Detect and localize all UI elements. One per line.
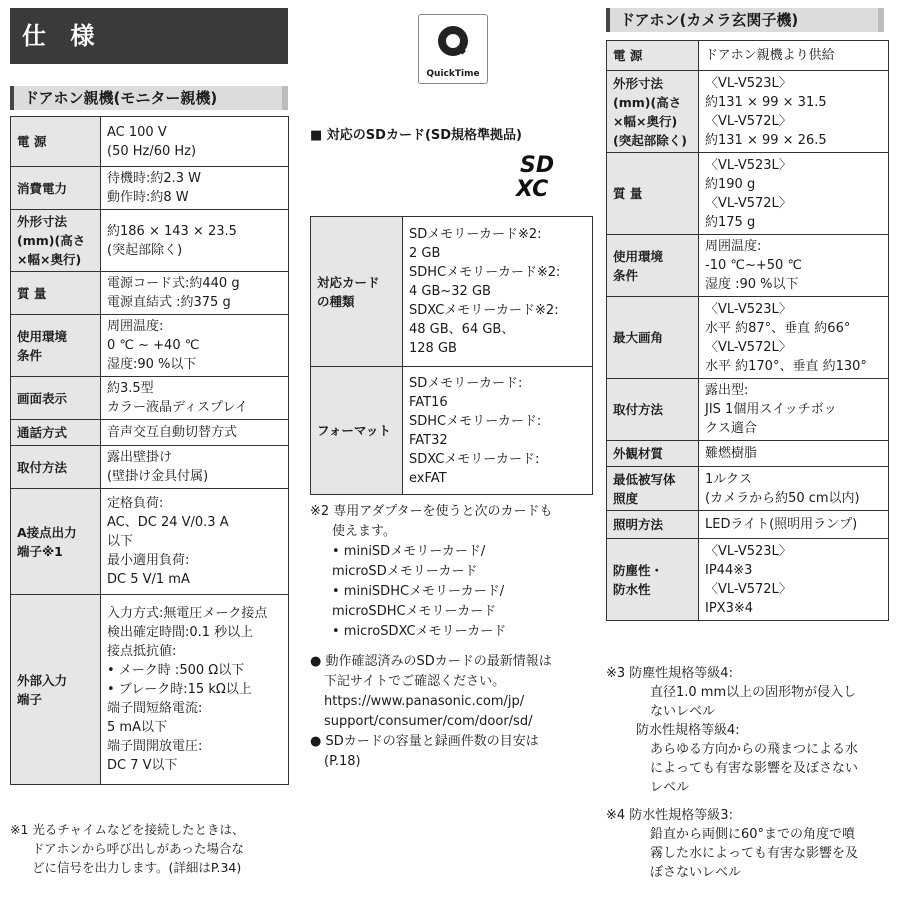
text-line: 最低被写体 [613,471,676,487]
spec-value [101,377,289,420]
text-line: JIS 1個用スイッチボッ [705,402,837,417]
text-line: 電 源 [613,48,643,63]
spec-value [699,467,889,511]
spec-row [11,117,289,167]
text-line: AC 100 V [107,124,167,140]
text-line: ×幅×奥行) [613,113,678,129]
spec-row [11,489,289,595]
text-line: 防塵性・ [613,562,664,578]
spec-row [11,210,289,272]
text-line: 5 mA以下 [107,720,167,735]
spec-value [699,235,889,297]
text-line: カラー液晶ディスプレイ [107,400,248,415]
text-line: (50 Hz/60 Hz) [107,143,197,159]
spec-label [607,297,699,379]
text-line: SDHCメモリーカード: [409,413,542,429]
text-line: 消費電力 [17,180,68,196]
note-line: ※2 専用アダプターを使うと次のカードも [310,504,553,519]
note-line: • miniSDHCメモリーカード/ [332,584,505,599]
section-heading-camera: ドアホン(カメラ玄関子機) [606,8,884,32]
text-line: (カメラから約50 cm以内) [705,490,860,506]
spec-label [11,167,101,210]
text-line: 0 ℃ ~ +40 ℃ [107,338,200,353]
text-line: 2 GB [409,246,441,261]
spec-label [607,153,699,235]
spec-label [311,367,403,495]
text-line: 定格負荷: [107,496,164,511]
text-line: 照度 [613,490,639,506]
note-line: レベル [650,780,690,795]
text-line: 取付方法 [613,402,664,417]
note-line: 防水性規格等級4: [636,723,740,738]
spec-label [607,441,699,467]
note-line: 使えます。 [332,524,396,539]
spec-value [699,297,889,379]
text-line: 以下 [107,534,134,549]
spec-row [11,272,289,315]
text-line: exFAT [409,470,447,486]
text-line: 照明方法 [613,517,664,532]
spec-label [607,467,699,511]
text-line: ×幅×奥行) [17,252,82,267]
spec-row [607,71,889,153]
text-line: -10 ℃~+50 ℃ [705,258,803,273]
spec-label [11,272,101,315]
text-line: 約3.5型 [107,381,154,396]
spec-label [607,41,699,71]
text-line: (突起部除く) [107,242,183,258]
note-line: 鉛直から両側に60°までの角度で噴 [650,827,856,842]
text-line: 対応カード [317,274,380,290]
text-line: 〈VL-V572L〉 [705,339,792,355]
text-line: 外部入力 [17,672,68,688]
spec-value [101,446,289,489]
spec-row [607,41,889,71]
note-line: によっても有害な影響を及ぼさない [650,761,859,776]
footnote-1 [10,820,288,877]
spec-value [699,71,889,153]
spec-value [101,420,289,446]
text-line: 防水性 [613,581,651,597]
spec-row [11,446,289,489]
text-line: 入力方式:無電圧メーク接点 [107,606,268,621]
spec-value [101,315,289,377]
text-line: 動作時:約8 W [107,190,189,205]
text-line: 〈VL-V523L〉 [705,543,792,559]
footnote-2 [310,502,592,642]
spec-value [699,511,889,539]
text-line: 接点抵抗値: [107,644,177,659]
text-line: SDHCメモリーカード※2: [409,265,561,280]
note-line: • microSDXCメモリーカード [332,624,507,639]
text-line: (mm)(高さ [17,233,86,248]
text-line: 端子間開放電圧: [107,739,203,754]
text-line: 画面表示 [17,390,68,406]
text-line: の種類 [317,293,355,309]
sd-info-notes [310,652,592,772]
text-line: 外形寸法 [613,75,664,91]
text-line: 水平 約170°、垂直 約130° [705,358,867,374]
camera-spec-table [606,40,889,621]
spec-label [607,71,699,153]
note-line: あらゆる方向からの飛まつによる水 [650,742,859,757]
spec-row [607,297,889,379]
text-line: FAT32 [409,432,448,448]
section-heading-monitor: ドアホン親機(モニター親機) [10,86,288,110]
text-line: 約186 × 143 × 23.5 [107,223,237,239]
text-line: 湿度 :90 %以下 [705,277,799,292]
text-line: SDメモリーカード※2: [409,227,542,242]
text-line: SDメモリーカード: [409,375,523,391]
spec-label [607,379,699,441]
quicktime-icon [419,15,487,67]
spec-label [11,117,101,167]
text-line: IPX3※4 [705,600,754,616]
text-line: 電源直結式 :約375 g [107,295,231,310]
note-line: microSDHCメモリーカード [332,604,497,619]
spec-value [101,167,289,210]
note-line: ないレベル [650,704,716,719]
spec-value [699,379,889,441]
text-line: SDXCメモリーカード※2: [409,303,559,318]
note-line: ※3 防塵性規格等級4: [606,666,733,681]
spec-row [607,441,889,467]
note-line: 直径1.0 mm以上の固形物が侵入し [650,685,857,700]
spec-label [607,539,699,621]
text-line: 端子 [17,691,43,707]
text-line: DC 7 V以下 [107,758,178,773]
text-line: 周囲温度: [705,239,762,254]
spec-row [11,377,289,420]
text-line: DC 5 V/1 mA [107,572,190,587]
spec-label [607,235,699,297]
quicktime-logo [418,14,488,84]
spec-row [11,595,289,785]
text-line: SDXCメモリーカード: [409,451,540,467]
text-line: 端子間短絡電流: [107,701,203,716]
text-line: 音声交互自動切替方式 [107,425,238,440]
spec-value [699,539,889,621]
spec-row [607,235,889,297]
text-line: 〈VL-V523L〉 [705,75,792,91]
note-line: • miniSDメモリーカード/ [332,544,486,559]
text-line: ドアホン親機より供給 [705,48,835,63]
text-line: AC、DC 24 V/0.3 A [107,515,229,530]
note-line: どに信号を出力します。(詳細はP.34) [32,860,242,875]
spec-row [11,167,289,210]
spec-row [607,153,889,235]
text-line: 48 GB、64 GB、 [409,322,515,337]
text-line: 外形寸法 [17,214,68,229]
text-line: 〈VL-V523L〉 [705,301,792,317]
text-line: 湿度:90 %以下 [107,357,197,372]
spec-value [101,595,289,785]
text-line: (壁掛け金具付属) [107,469,209,484]
spec-row [11,315,289,377]
text-line: 使用環境 [17,328,68,344]
note-line: (P.18) [324,754,361,769]
text-line: フォーマット [317,423,391,438]
note-line: ● SDカードの容量と録画件数の目安は [310,734,539,749]
spec-value [403,367,593,495]
spec-row [607,467,889,511]
spec-row [607,539,889,621]
note-line: microSDメモリーカード [332,564,478,579]
spec-label [11,420,101,446]
text-line: 4 GB~32 GB [409,284,491,299]
text-line: 最大画角 [613,330,664,345]
text-line: 〈VL-V572L〉 [705,195,792,211]
spec-label [11,446,101,489]
text-line: 検出確定時間:0.1 秒以上 [107,625,254,640]
text-line: 水平 約87°、垂直 約66° [705,320,851,336]
spec-label [311,217,403,367]
spec-value [699,41,889,71]
text-line: 〈VL-V572L〉 [705,113,792,129]
text-line: 露出壁掛け [107,450,173,465]
text-line: 難燃樹脂 [705,446,758,461]
note-line: ※1 光るチャイムなどを接続したときは、 [10,822,245,837]
note-line: ● 動作確認済みのSDカードの最新情報は [310,654,552,669]
sd-card-heading: ■ 対応のSDカード(SD規格準拠品) [310,128,522,143]
page-title: 仕 様 [10,8,288,64]
spec-value [101,210,289,272]
text-line: 待機時:約2.3 W [107,171,202,186]
spec-value [699,153,889,235]
footnote-3 [606,664,888,797]
note-line: 下記サイトでご確認ください。 [324,674,506,689]
text-line: • メーク時 :500 Ω以下 [107,663,245,678]
note-line: ぼさないレベル [650,865,742,880]
note-line: ドアホンから呼び出しがあった場合な [32,841,245,856]
text-line: 条件 [613,267,639,283]
text-line: 取付方法 [17,459,68,475]
svg-text:XC: XC [516,177,549,202]
note-line: support/consumer/com/door/sd/ [324,714,533,729]
monitor-spec-table [10,116,289,785]
text-line: クス適合 [705,421,757,436]
sdxc-logo [514,150,580,202]
text-line: 露出型: [705,383,749,398]
text-line: 約131 × 99 × 31.5 [705,94,827,110]
text-line: 約190 g [705,176,756,192]
text-line: 通話方式 [17,425,68,440]
spec-value [101,117,289,167]
text-line: 質 量 [613,186,643,201]
text-line: 1ルクス [705,471,752,487]
text-line: (mm)(高さ [613,94,682,110]
spec-value [101,272,289,315]
quicktime-label: QuickTime [426,69,480,79]
sd-card-table [310,216,593,495]
svg-text:SD: SD [520,153,555,178]
spec-row [607,379,889,441]
text-line: 電源コード式:約440 g [107,276,240,291]
text-line: A接点出力 [17,524,77,540]
text-line: IP44※3 [705,562,753,578]
text-line: • ブレーク時:15 kΩ以上 [107,682,252,697]
text-line: 〈VL-V572L〉 [705,581,792,597]
note-line: 霧した水によっても有害な影響を及 [650,846,859,861]
text-line: 128 GB [409,341,457,356]
text-line: LEDライト(照明用ランプ) [705,517,858,532]
spec-value [699,441,889,467]
spec-label [11,377,101,420]
text-line: 使用環境 [613,248,664,264]
spec-value [403,217,593,367]
text-line: 〈VL-V523L〉 [705,157,792,173]
text-line: 条件 [17,347,43,363]
text-line: 約175 g [705,214,756,230]
spec-label [11,315,101,377]
spec-row [607,511,889,539]
text-line: 約131 × 99 × 26.5 [705,132,827,148]
text-line: FAT16 [409,394,448,410]
text-line: (突起部除く) [613,132,687,148]
text-line: 最小適用負荷: [107,553,190,568]
text-line: 質 量 [17,285,47,301]
spec-label [11,595,101,785]
text-line: 周囲温度: [107,319,164,334]
spec-label [11,489,101,595]
spec-row [311,367,593,495]
spec-label [607,511,699,539]
text-line: 電 源 [17,134,47,149]
spec-label [11,210,101,272]
note-line: https://www.panasonic.com/jp/ [324,694,525,709]
spec-value [101,489,289,595]
footnote-4 [606,806,888,882]
spec-row [311,217,593,367]
spec-row [11,420,289,446]
text-line: 端子※1 [17,543,63,559]
note-line: ※4 防水性規格等級3: [606,808,733,823]
text-line: 外観材質 [613,446,664,461]
